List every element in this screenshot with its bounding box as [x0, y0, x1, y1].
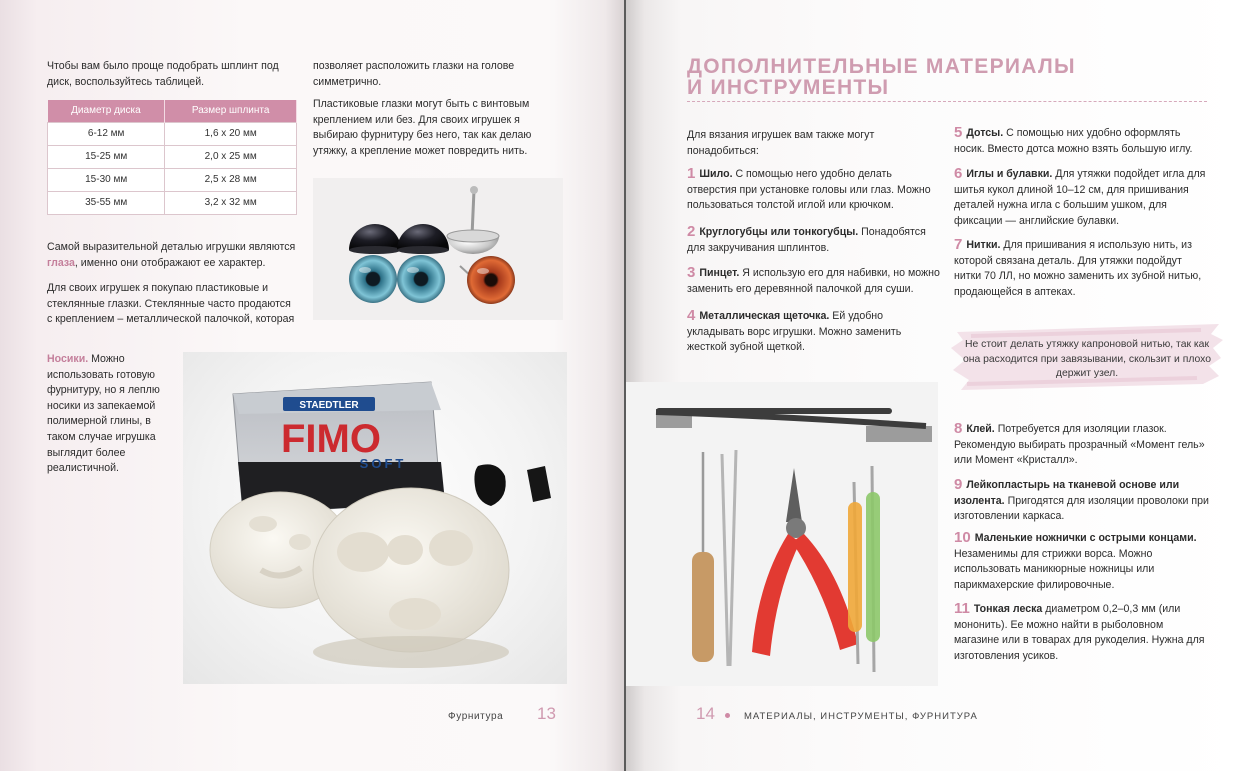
noses-paragraph — [47, 352, 172, 477]
right-page — [626, 0, 1246, 771]
fimo-brand: FIMO — [281, 417, 381, 461]
eyes-p1-post: , именно они отображают ее характер. — [74, 256, 266, 269]
item-number: 4 — [687, 307, 696, 324]
tool-item-1 — [687, 166, 942, 214]
tools-illustration — [626, 382, 938, 686]
item-title: Круглогубцы или тонкогубцы. — [699, 226, 859, 238]
footer-label-left: Фурнитура — [448, 711, 504, 722]
table-cell: 6-12 мм — [48, 122, 165, 145]
fimo-maker: STAEDTLER — [299, 400, 359, 411]
item-text: Понадобятся для закручивания шплинтов. — [687, 226, 926, 254]
cotter-pin-table — [47, 100, 297, 215]
eyes-paragraph-1 — [47, 240, 297, 271]
item-number: 8 — [954, 420, 963, 437]
item-number: 1 — [687, 165, 696, 182]
item-text: Потребуется для изоляции глазок. Рекомендую выбирать прозрачный «Момент гель» или Момент «Кристалл». — [954, 423, 1205, 467]
fimo-soft: SOFT — [359, 456, 407, 471]
item-number: 9 — [954, 476, 963, 493]
noses-highlight: Носики. — [47, 353, 89, 365]
item-text: Для пришивания я использую нить, из которой связана деталь. Для утяжки подойдут нитки 70 ЛЛ, но можно заменить их зубной нитью, продающейся в аптеках. — [954, 239, 1202, 298]
page-number-right: 14 — [696, 704, 715, 723]
item-text: Ей удобно укладывать ворс игрушки. Можно заменить жесткой зубной щеткой. — [687, 310, 902, 354]
item-text: Для утяжки подойдет игла для шитья кукол длиной 10–12 см, для пришивания деталей нужна игла с большим ушком, для фиксации — английские булавки. — [954, 168, 1206, 227]
tool-item-6 — [954, 166, 1209, 229]
item-text: С помощью него удобно делать отверстия при установке головы или глаз. Можно пользоваться толстой иглой или крючком. — [687, 168, 931, 212]
tool-item-9 — [954, 477, 1209, 525]
item-number: 10 — [954, 529, 971, 546]
eyes-photo — [313, 178, 563, 320]
table-row — [48, 168, 297, 191]
footer-label-right: МАТЕРИАЛЫ, ИНСТРУМЕНТЫ, ФУРНИТУРА — [744, 711, 978, 722]
tools-photo — [626, 382, 938, 686]
heading-line-1: ДОПОЛНИТЕЛЬНЫЕ МАТЕРИАЛЫ — [687, 55, 1076, 78]
item-title: Нитки. — [966, 239, 1001, 251]
table-cell: 35-55 мм — [48, 191, 165, 214]
item-number: 5 — [954, 124, 963, 141]
item-number: 3 — [687, 264, 696, 281]
eyes-highlight: глаза — [47, 256, 75, 269]
tool-item-5 — [954, 125, 1209, 157]
table-row — [48, 191, 297, 214]
table-cell: 2,0 х 25 мм — [165, 145, 297, 168]
item-text: диаметром 0,2–0,3 мм (или мононить). Ее можно найти в рыболовном магазине или в товарах для рукоделия. Нужна для изготовления усиков. — [954, 603, 1205, 662]
table-cell: 15-30 мм — [48, 168, 165, 191]
table-header-disk: Диаметр диска — [48, 100, 165, 122]
tool-item-4 — [687, 308, 942, 356]
eyes-p1-pre: Самой выразительной деталью игрушки являются — [47, 241, 296, 253]
noses-text: Можно использовать готовую фурнитуру, но я леплю носики из запекаемой полимерной глины, в таком случае игрушка выглядит более реалистичной. — [47, 353, 160, 475]
page-heading — [687, 56, 1076, 98]
table-row — [48, 122, 297, 145]
item-title: Дотсы. — [966, 127, 1004, 139]
item-title: Иглы и булавки. — [966, 168, 1053, 180]
table-header-pin: Размер шплинта — [165, 100, 297, 122]
item-number: 6 — [954, 165, 963, 182]
item-number: 11 — [954, 600, 970, 617]
item-title: Клей. — [966, 423, 995, 435]
item-number: 7 — [954, 236, 963, 253]
item-title: Шило. — [699, 168, 733, 180]
tools-intro: Для вязания игрушек вам также могут понадобиться: — [687, 129, 875, 157]
heading-line-2: И ИНСТРУМЕНТЫ — [687, 76, 890, 99]
item-title: Лейкопластырь на тканевой основе или изолента. — [954, 479, 1180, 507]
table-header-row — [48, 100, 297, 122]
heading-divider — [687, 101, 1207, 102]
page-number-left: 13 — [537, 704, 556, 723]
table-cell: 1,6 х 20 мм — [165, 122, 297, 145]
table-cell: 15-25 мм — [48, 145, 165, 168]
col2-paragraph-2: Пластиковые глазки могут быть с винтовым креплением или без. Для своих игрушек я выбираю фурнитуру без него, так как делаю утяжку, а крепление может повредить нить. — [313, 98, 532, 157]
tool-item-2 — [687, 224, 942, 256]
item-title: Металлическая щеточка. — [699, 310, 830, 322]
tool-item-10 — [954, 530, 1209, 593]
item-title: Маленькие ножнички с острыми концами. — [974, 532, 1197, 544]
item-text: Я использую его для набивки, но можно заменить его деревянной палочкой для суши. — [687, 267, 940, 295]
tip-note-text: Не стоит делать утяжку капроновой нитью, так как она расходится при завязывании, скользит и плохо держит узел. — [962, 339, 1212, 379]
col2-paragraph-1: позволяет расположить глазки на голове симметрично. — [313, 60, 515, 88]
tool-item-3 — [687, 265, 942, 297]
fimo-photo — [183, 352, 567, 684]
item-text: С помощью них удобно оформлять носик. Вместо дотса можно взять большую иглу. — [954, 127, 1193, 155]
tip-note — [951, 318, 1223, 392]
table-cell: 3,2 х 32 мм — [165, 191, 297, 214]
item-text: Пригодятся для изоляции проволоки при изготовлении каркаса. — [954, 494, 1209, 523]
eyes-paragraph-2: Для своих игрушек я покупаю пластиковые и стеклянные глазки. Стеклянные часто продаются с креплением – металлической палочкой, которая — [47, 282, 295, 326]
item-text: Незаменимы для стрижки ворса. Можно использовать маникюрные ножницы или парикмахерские филировочные. — [954, 547, 1155, 591]
fimo-illustration — [183, 352, 567, 684]
tool-item-7 — [954, 237, 1209, 300]
item-title: Тонкая леска — [973, 603, 1043, 615]
item-title: Пинцет. — [699, 267, 740, 279]
table-row — [48, 145, 297, 168]
tool-item-11 — [954, 601, 1209, 664]
tool-item-8 — [954, 421, 1209, 469]
intro-text: Чтобы вам было проще подобрать шплинт под диск, воспользуйтесь таблицей. — [47, 60, 279, 88]
item-number: 2 — [687, 223, 696, 240]
table-cell: 2,5 х 28 мм — [165, 168, 297, 191]
footer-bullet — [725, 713, 730, 718]
eyes-illustration — [313, 178, 563, 320]
